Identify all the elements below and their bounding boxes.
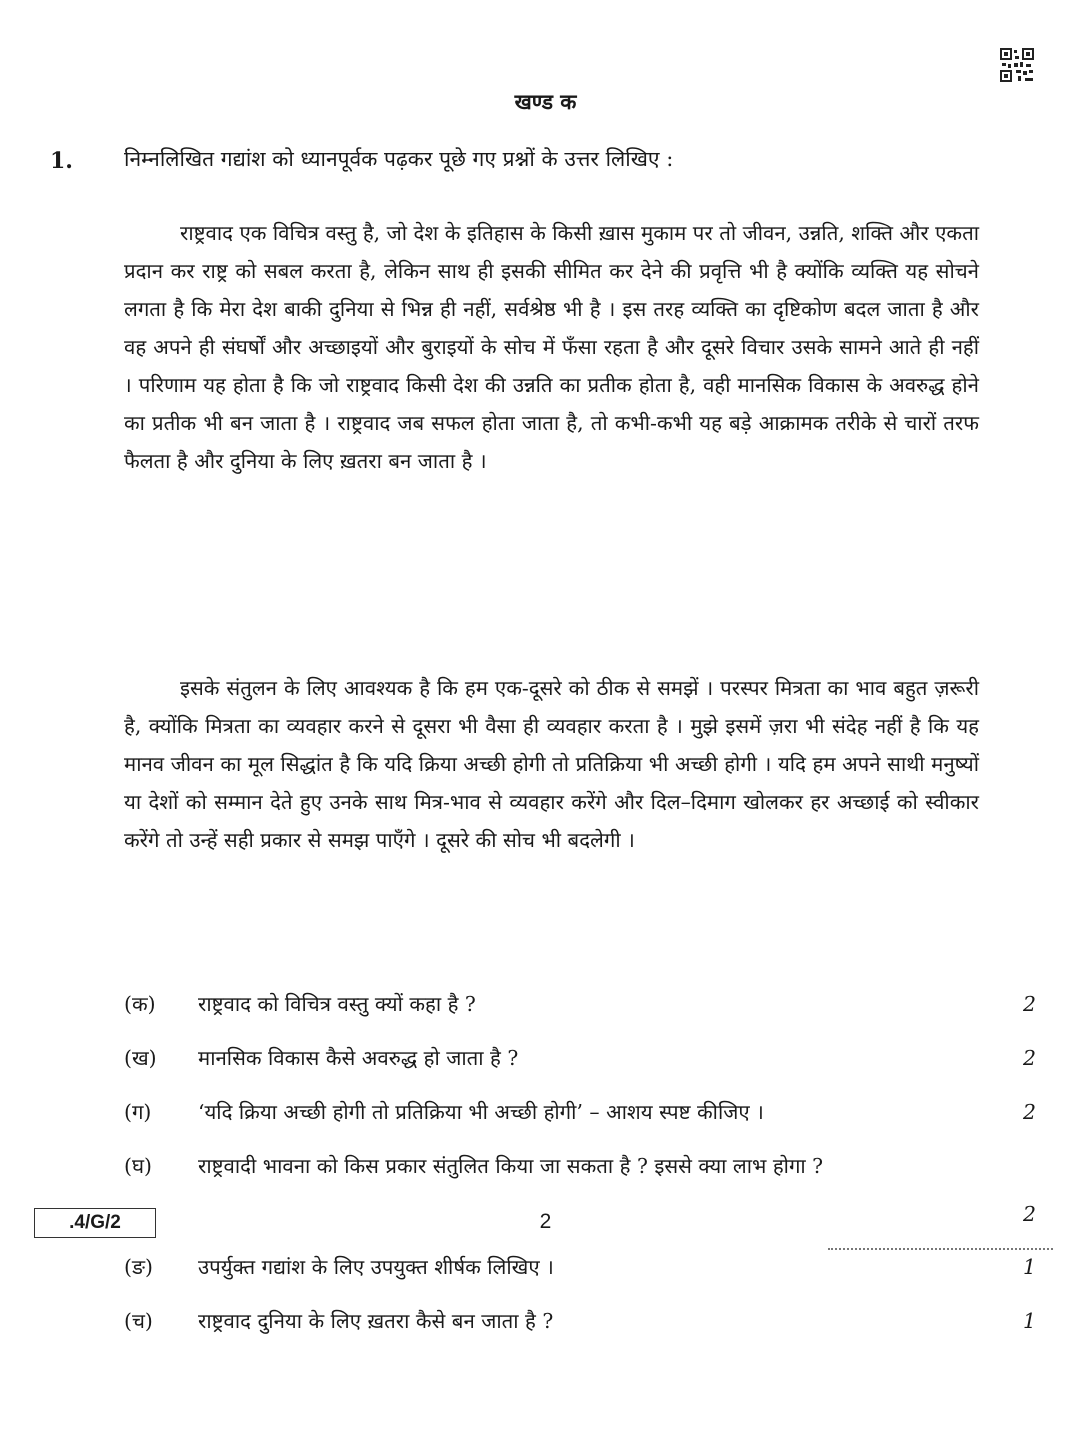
- page-number: 2: [539, 1210, 552, 1233]
- subquestion-text: राष्ट्रवाद दुनिया के लिए ख़तरा कैसे बन जाता है ?: [198, 1309, 554, 1333]
- qr-code-icon: [1000, 48, 1034, 82]
- question-number: 1.: [50, 148, 73, 174]
- subquestion-label: (ख): [124, 1046, 157, 1070]
- subquestion-label: (च): [124, 1309, 153, 1333]
- passage-paragraph-1: राष्ट्रवाद एक विचित्र वस्तु है, जो देश के इतिहास के किसी ख़ास मुकाम पर तो जीवन, उन्नति, शक्ति और एकता प्रदान कर राष्ट्र को सबल करता है, लेकिन साथ ही इसकी सीमित कर देने की प्रवृत्ति भी है क्योंकि व्यक्ति यह सोचने लगता है कि मेरा देश बाकी दुनिया से भिन्न ही नहीं, सर्वश्रेष्ठ भी है । इस तरह व्यक्ति का दृष्टिकोण बदल जाता है और वह अपने ही संघर्षों और अच्छाइयों और बुराइयों के सोच में फँसा रहता है और दूसरे विचार उसके सामने आते ही नहीं । परिणाम यह होता है कि जो राष्ट्रवाद किसी देश की उन्नति का प्रतीक होता है, वही मानसिक विकास के अवरुद्ध होने का प्रतीक भी बन जाता है । राष्ट्रवाद जब सफल होता जाता है, तो कभी-कभी यह बड़े आक्रामक तरीके से चारों तरफ फैलता है और दुनिया के लिए ख़तरा बन जाता है ।: [124, 221, 979, 473]
- subquestion-marks: 2: [1023, 1046, 1036, 1070]
- section-title: खण्ड क: [514, 89, 577, 114]
- subquestion-label: (घ): [124, 1154, 152, 1178]
- passage-paragraph-2: इसके संतुलन के लिए आवश्यक है कि हम एक-दूसरे को ठीक से समझें । परस्पर मित्रता का भाव बहुत ज़रूरी है, क्योंकि मित्रता का व्यवहार करने से दूसरा भी वैसा ही व्यवहार करता है । मुझे इसमें ज़रा भी संदेह नहीं है कि यह मानव जीवन का मूल सिद्धांत है कि यदि क्रिया अच्छी होगी तो प्रतिक्रिया भी अच्छी होगी । यदि हम अपने साथी मनुष्यों या देशों को सम्मान देते हुए उनके साथ मित्र-भाव से व्यवहार करेंगे और दिल–दिमाग खोलकर हर अच्छाई को स्वीकार करेंगे तो उन्हें सही प्रकार से समझ पाएँगे । दूसरे की सोच भी बदलेगी ।: [124, 676, 979, 852]
- subquestion-label: (ग): [124, 1100, 152, 1124]
- subquestion-marks: 2: [1023, 992, 1036, 1016]
- subquestion-marks: 2: [1023, 1100, 1036, 1124]
- subquestion-text: उपर्युक्त गद्यांश के लिए उपयुक्त शीर्षक लिखिए ।: [198, 1255, 554, 1279]
- subquestion-marks: 1: [1023, 1255, 1036, 1279]
- subquestion-text: ‘यदि क्रिया अच्छी होगी तो प्रतिक्रिया भी अच्छी होगी’ – आशय स्पष्ट कीजिए ।: [198, 1100, 764, 1124]
- subquestion-text: मानसिक विकास कैसे अवरुद्ध हो जाता है ?: [198, 1046, 519, 1070]
- subquestion-label: (ङ): [124, 1255, 153, 1279]
- subquestion-marks: 1: [1023, 1309, 1036, 1333]
- question-instruction: निम्नलिखित गद्यांश को ध्यानपूर्वक पढ़कर पूछे गए प्रश्नों के उत्तर लिखिए :: [124, 147, 674, 171]
- subquestion-label: (क): [124, 992, 156, 1016]
- subquestion-text: राष्ट्रवादी भावना को किस प्रकार संतुलित किया जा सकता है ? इससे क्या लाभ होगा ?: [198, 1154, 824, 1178]
- paper-code-box: .4/G/2: [34, 1208, 156, 1238]
- footer-dotted-line: [828, 1248, 1053, 1250]
- subquestion-marks: 2: [1023, 1202, 1036, 1226]
- subquestion-text: राष्ट्रवाद को विचित्र वस्तु क्यों कहा है ?: [198, 992, 476, 1016]
